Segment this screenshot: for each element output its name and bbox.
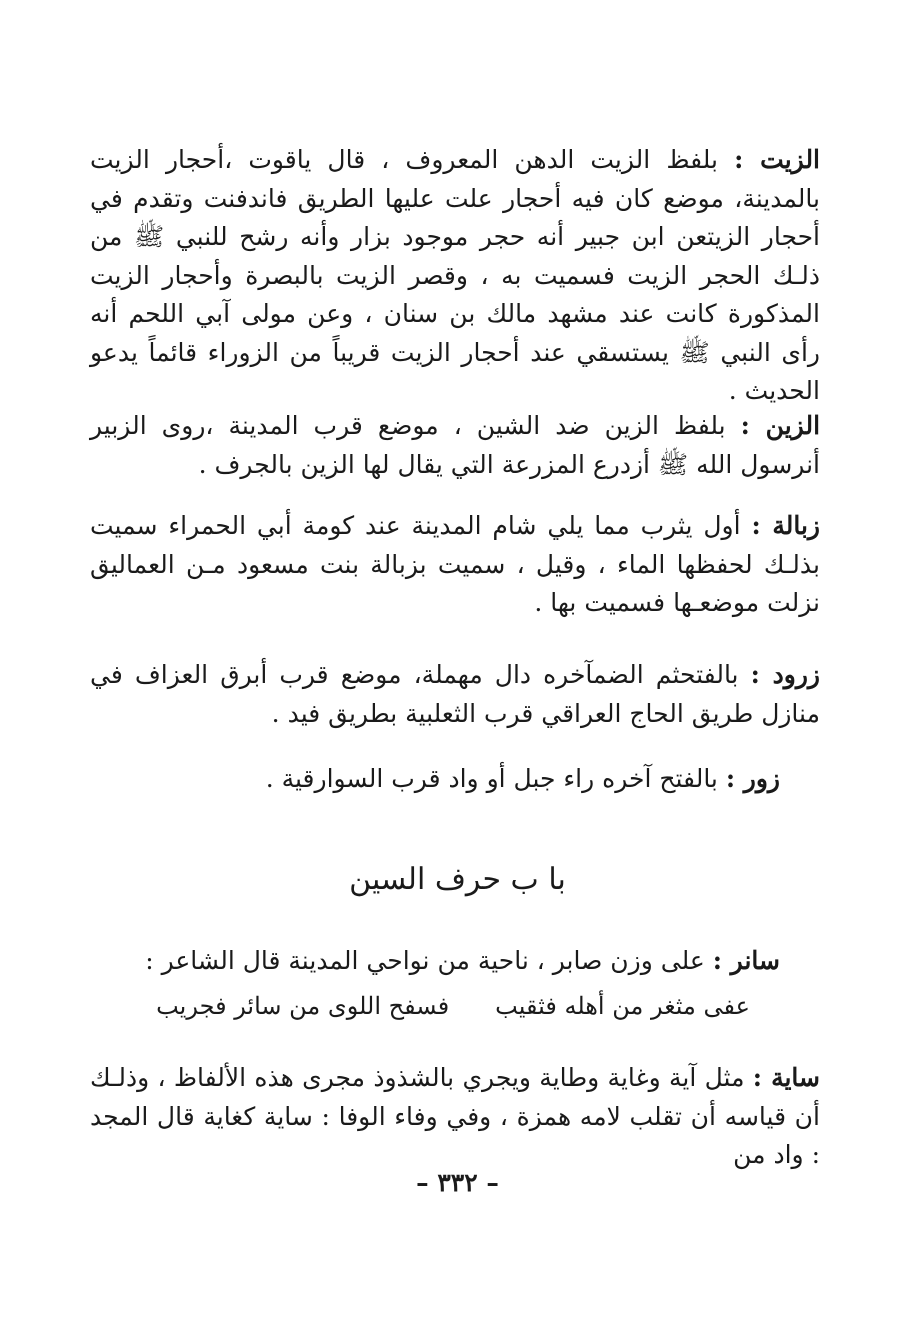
entry-zubala bbox=[90, 507, 820, 623]
entry-sanir bbox=[90, 942, 780, 981]
entry-term: سانر : bbox=[712, 946, 780, 975]
entry-text: بالفتح آخره راء جبل أو واد قرب السوارقية . bbox=[265, 764, 718, 793]
poetry-verse bbox=[156, 992, 750, 1020]
entry-text: مثل آية وغاية وطاية ويجري بالشذوذ مجرى هذه الألفاظ ، وذلـك أن قياسه أن تقلب لامه همزة ، وفي وفاء الوفا : ساية كغاية قال المجد : واد من bbox=[90, 1063, 820, 1169]
entry-term: زرود : bbox=[750, 660, 820, 689]
verse-hemistich-1: عفى مثغر من أهله فثقيب bbox=[495, 992, 750, 1020]
entry-al-zayt bbox=[90, 141, 820, 411]
entry-text: بالفتحثم الضمآخره دال مهملة، موضع قرب أبرق العزاف في منازل طريق الحاج العراقي قرب الثعلبية بطريق فيد . bbox=[90, 660, 820, 728]
chapter-heading: با ب حرف السين bbox=[349, 862, 566, 897]
entry-zarud bbox=[90, 656, 820, 733]
entry-term: زور : bbox=[725, 764, 780, 793]
entry-term: زبالة : bbox=[751, 511, 820, 540]
entry-text: أول يثرب مما يلي شام المدينة عند كومة أبي الحمراء سميت بذلـك لحفظها الماء ، وقيل ، سميت بزبالة بنت مسعود مـن العماليق نزلت موضعـها فسميت بها . bbox=[90, 511, 820, 617]
entry-term: ساية : bbox=[752, 1063, 820, 1092]
entry-term: الزين : bbox=[740, 411, 821, 440]
page-number: – ٣٣٢ – bbox=[416, 1168, 499, 1197]
entry-zawr bbox=[90, 760, 780, 799]
verse-hemistich-2: فسفح اللوى من سائر فجريب bbox=[156, 992, 450, 1020]
entry-text: على وزن صابر ، ناحية من نواحي المدينة قال الشاعر : bbox=[145, 946, 705, 975]
entry-term: الزيت : bbox=[734, 145, 821, 174]
entry-al-zayn bbox=[90, 407, 820, 484]
entry-saya bbox=[90, 1059, 820, 1175]
entry-text: بلفظ الزيت الدهن المعروف ، قال ياقوت ،أحجار الزيت بالمدينة، موضع كان فيه أحجار علت عليها الطريق فاندفنت وتقدم في أحجار الزيتعن ابن جبير أنه حجر موجود بزار وأنه رشح للنبي ﷺ من ذلـك الحجر الزيت فسميت به ، وقصر الزيت بالبصرة وأحجار الزيت المذكورة كانت عند مشهد مالك بن سنان ، وعن مولى آبي اللحم أنه رأى النبي ﷺ يستسقي عند أحجار الزيت قريباً من الزوراء قائماً يدعو الحديث . bbox=[90, 145, 820, 405]
entry-text: بلفظ الزين ضد الشين ، موضع قرب المدينة ،روى الزبير أنرسول الله ﷺ أزدرع المزرعة التي يقال لها الزين بالجرف . bbox=[90, 411, 820, 479]
